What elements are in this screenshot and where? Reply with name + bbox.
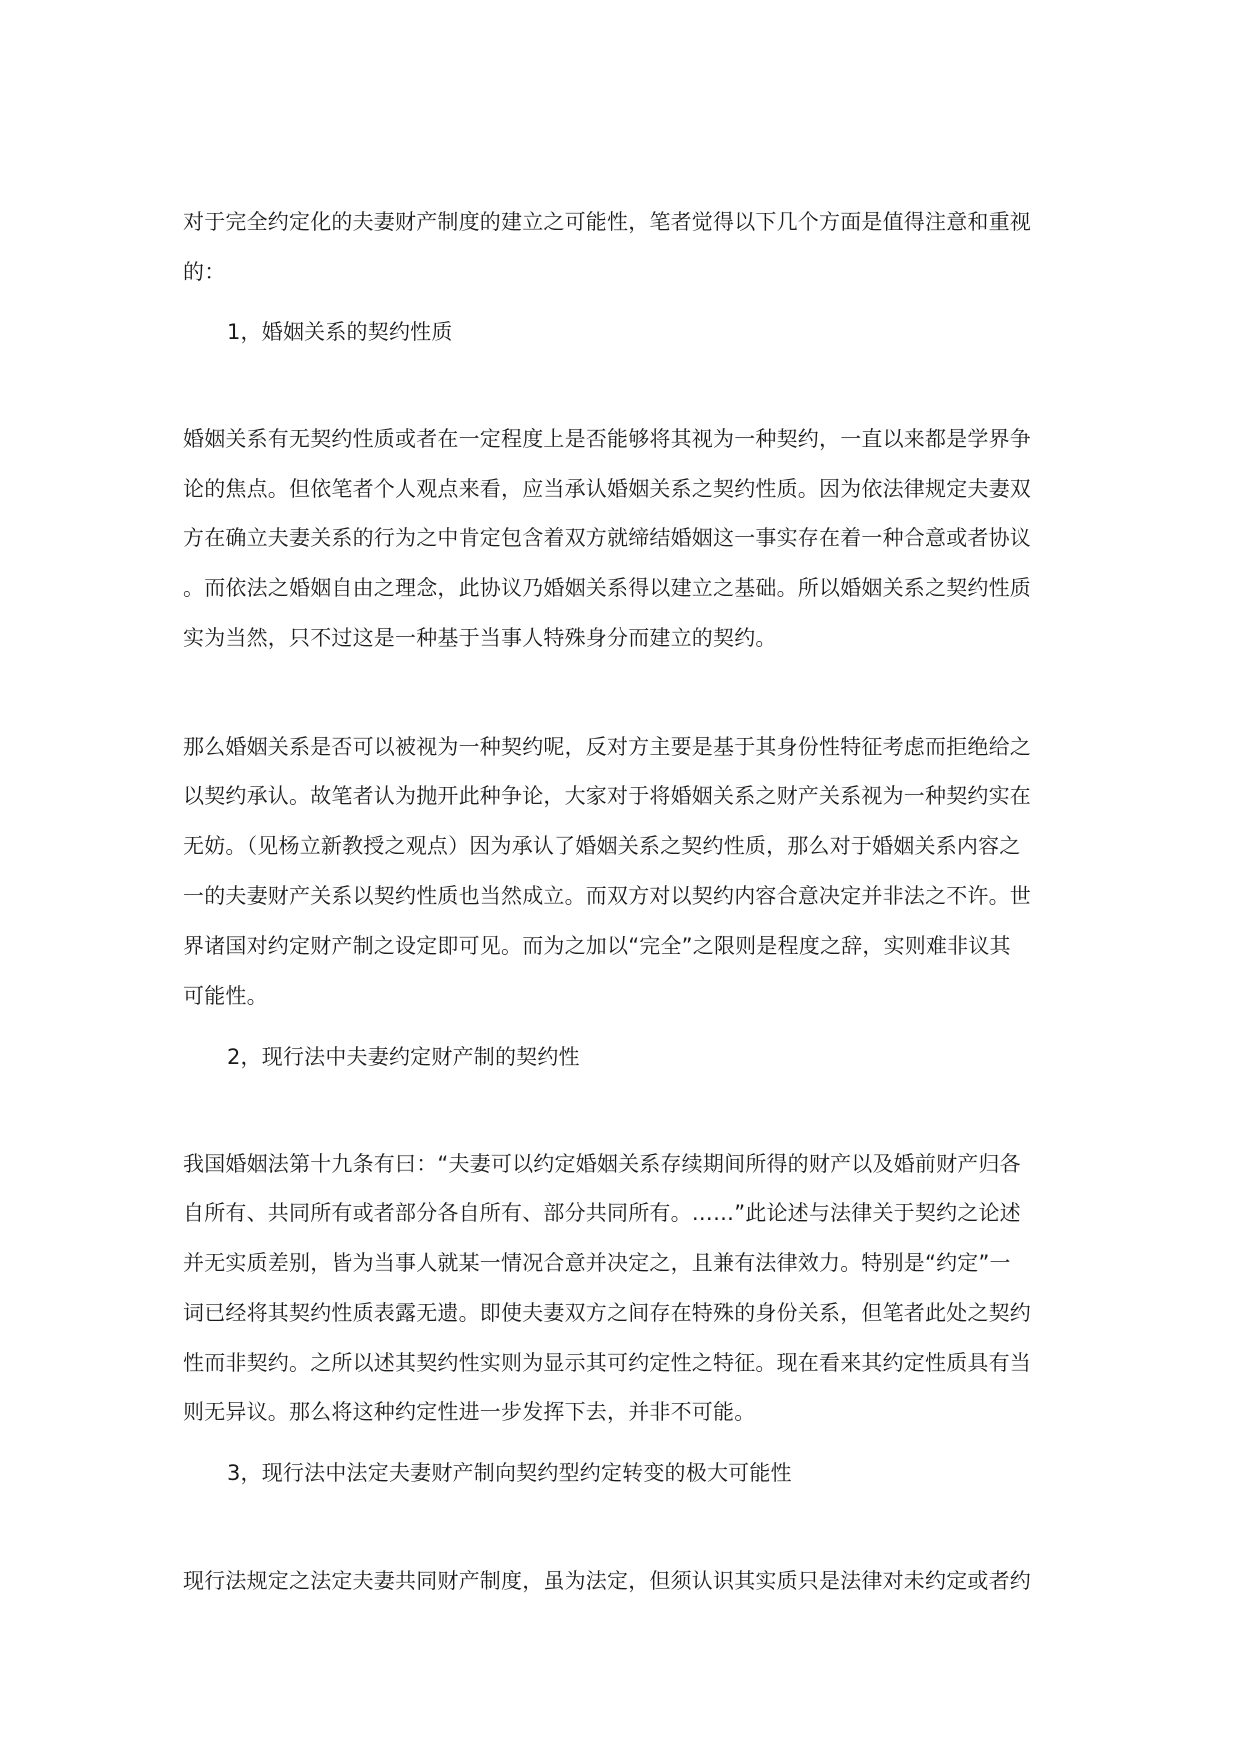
text-line: 并无实质差别，皆为当事人就某一情况合意并决定之，且兼有法律效力。特别是“约定”一 [183, 1251, 1011, 1275]
text-line: 现行法规定之法定夫妻共同财产制度，虽为法定，但须认识其实质只是法律对未约定或者约 [183, 1569, 1031, 1593]
text-line: 我国婚姻法第十九条有曰：“夫妻可以约定婚姻关系存续期间所得的财产以及婚前财产归各 [183, 1152, 1021, 1176]
text-line: 实为当然，只不过这是一种基于当事人特殊身分而建立的契约。 [183, 626, 777, 650]
text-line: 对于完全约定化的夫妻财产制度的建立之可能性，笔者觉得以下几个方面是值得注意和重视 [183, 210, 1031, 234]
text-line: 则无异议。那么将这种约定性进一步发挥下去，并非不可能。 [183, 1400, 756, 1424]
text-line: 论的焦点。但依笔者个人观点来看，应当承认婚姻关系之契约性质。因为依法律规定夫妻双 [183, 477, 1031, 501]
text-line: 自所有、共同所有或者部分各自所有、部分共同所有。……”此论述与法律关于契约之论述 [183, 1201, 1021, 1225]
text-line: 一的夫妻财产关系以契约性质也当然成立。而双方对以契约内容合意决定并非法之不许。世 [183, 884, 1031, 908]
text-line: 以契约承认。故笔者认为抛开此种争论，大家对于将婚姻关系之财产关系视为一种契约实在 [183, 784, 1031, 808]
section-heading: 3，现行法中法定夫妻财产制向契约型约定转变的极大可能性 [227, 1461, 792, 1485]
text-line: 无妨。（见杨立新教授之观点）因为承认了婚姻关系之契约性质，那么对于婚姻关系内容之 [183, 834, 1021, 858]
text-line: 的： [183, 260, 226, 284]
text-line: 可能性。 [183, 984, 268, 1008]
text-line: 词已经将其契约性质表露无遗。即使夫妻双方之间存在特殊的身份关系，但笔者此处之契约 [183, 1301, 1031, 1325]
text-line: 性而非契约。之所以述其契约性实则为显示其可约定性之特征。现在看来其约定性质具有当 [183, 1351, 1031, 1375]
text-line: 。而依法之婚姻自由之理念，此协议乃婚姻关系得以建立之基础。所以婚姻关系之契约性质 [183, 576, 1031, 600]
text-line: 婚姻关系有无契约性质或者在一定程度上是否能够将其视为一种契约，一直以来都是学界争 [183, 427, 1031, 451]
text-line: 那么婚姻关系是否可以被视为一种契约呢，反对方主要是基于其身份性特征考虑而拒绝给之 [183, 735, 1031, 759]
text-line: 界诸国对约定财产制之设定即可见。而为之加以“完全”之限则是程度之辞，实则难非议其 [183, 934, 1011, 958]
section-heading: 1，婚姻关系的契约性质 [227, 320, 453, 344]
text-line: 方在确立夫妻关系的行为之中肯定包含着双方就缔结婚姻这一事实存在着一种合意或者协议 [183, 526, 1031, 550]
section-heading: 2，现行法中夫妻约定财产制的契约性 [227, 1045, 580, 1069]
